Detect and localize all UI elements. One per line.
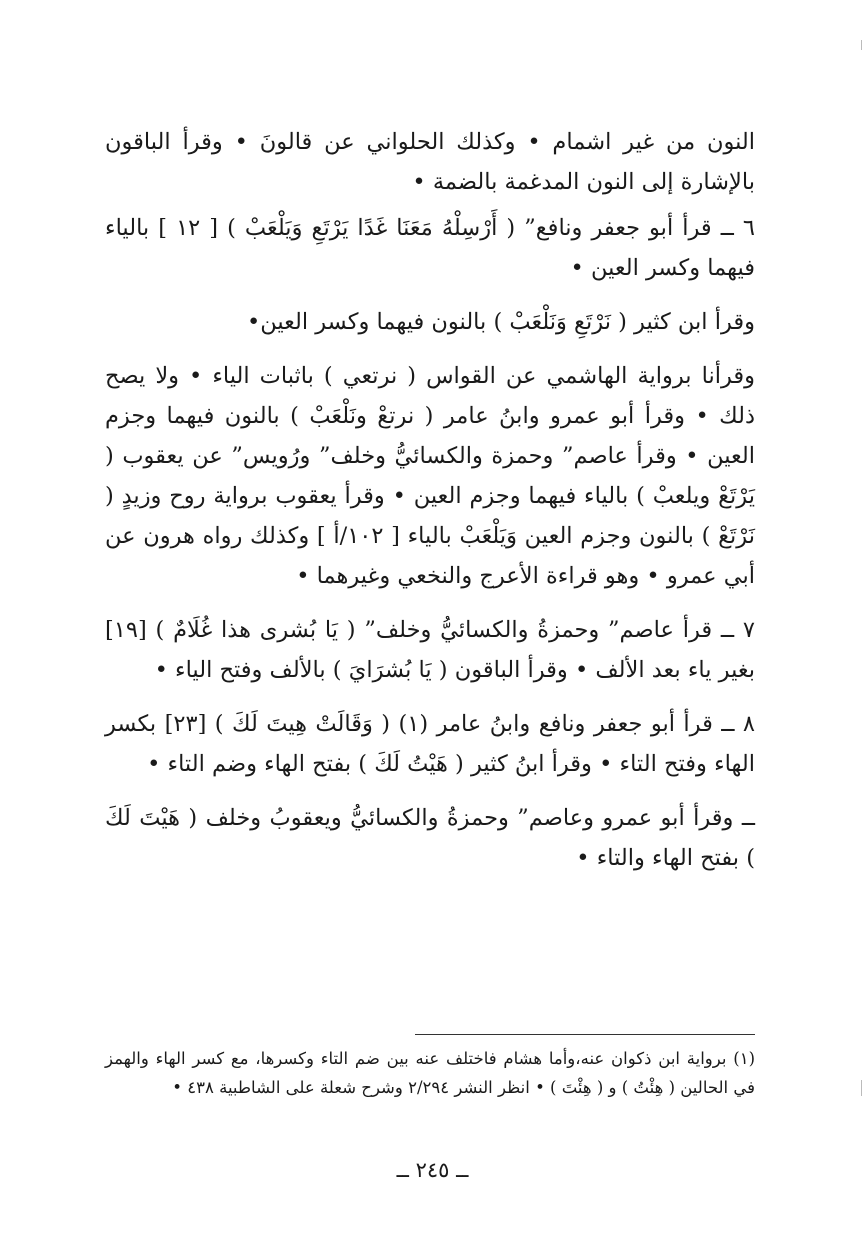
footnote-divider xyxy=(415,1034,755,1035)
footnote-1: (١) برواية ابن ذكوان عنه،وأما هشام فاختلف عنه بين ضم التاء وكسرها، مع كسر الهاء والهمز في الحالين ( هِئْتُ ) و ( هِئْتَ ) • انظر النشر ٢/٢٩٤ وشرح شعلة على الشاطبية ٤٣٨ • xyxy=(105,1049,755,1097)
scan-edge-mark xyxy=(861,40,862,50)
paragraph-hashimi: وقرأنا برواية الهاشمي عن القواس ( نرتعي ) باثبات الياء • ولا يصح ذلك • وقرأ أبو عمرو وابنُ عامر ( نرتعْ ونَلْعَبْ ) بالنون فيهما وجزم العين • وقرأ عاصم” وحمزة والكسائيُّ وخلف” ورُويس” عن يعقوب ( يَرْتَعْ ويلعبْ ) بالياء فيهما وجزم العين • وقرأ يعقوب برواية روح وزيدٍ ( نَرْتَعْ ) بالنون وجزم العين وَيَلْعَبْ بالياء [ ١٠٢/أ ] وكذلك رواه هرون عن أبي عمرو • وهو قراءة الأعرج والنخعي وغيرهما • xyxy=(105,363,755,589)
paragraph-continuation: النون من غير اشمام • وكذلك الحلواني عن قالونَ • وقرأ الباقون بالإشارة إلى النون المدغمة بالضمة • xyxy=(105,129,755,195)
scan-edge-mark xyxy=(861,1080,862,1096)
paragraph-ibn-kathir: وقرأ ابن كثير ( نَرْتَعِ وَنَلْعَبْ ) بالنون فيهما وكسر العين• xyxy=(246,309,755,335)
main-text xyxy=(105,122,755,892)
paragraph-item-6: ٦ ــ قرأ أبو جعفر ونافع” ( أَرْسِلْهُ مَعَنَا غَدًا يَرْتَعِ وَيَلْعَبْ ) [ ١٢ ] بالياء فيهما وكسر العين • xyxy=(105,215,756,281)
page-number: ــ ٢٤٥ ــ xyxy=(396,1158,469,1182)
paragraph-item-8: ٨ ــ قرأ أبو جعفر ونافع وابنُ عامر (١) ( وَقَالَتْ هِيتَ لَكَ ) [٢٣] بكسر الهاء وفتح التاء • وقرأ ابنُ كثير ( هَيْتُ لَكَ ) بفتح الهاء وضم التاء • xyxy=(105,711,755,777)
paragraph-item-7: ٧ ــ قرأ عاصم” وحمزةُ والكسائيُّ وخلف” ( يَا بُشرى هذا غُلَامٌ ) [١٩] بغير ياء بعد الألف • وقرأ الباقون ( يَا بُشرَايَ ) بالألف وفتح الياء • xyxy=(105,617,755,683)
paragraph-abu-amr: ــ وقرأ أبو عمرو وعاصم” وحمزةُ والكسائيُّ ويعقوبُ وخلف ( هَيْتَ لَكَ ) بفتح الهاء والتاء • xyxy=(105,805,755,871)
footnotes xyxy=(105,1044,755,1102)
